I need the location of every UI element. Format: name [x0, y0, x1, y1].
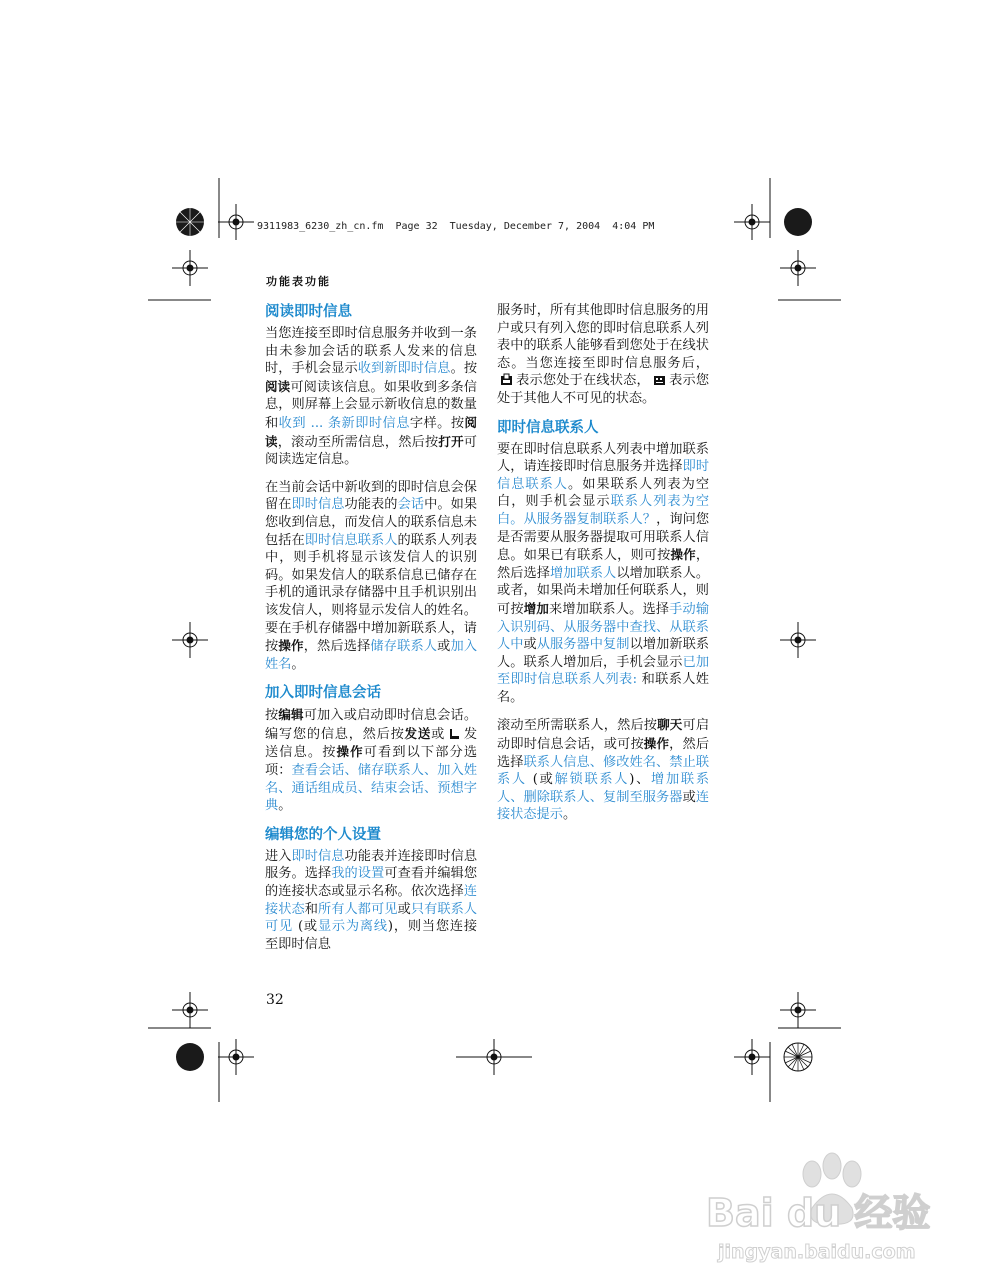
section-label: 功能表功能 [266, 275, 331, 288]
right-column [497, 302, 709, 834]
paragraph-settings-continued: 服务时，所有其他即时信息服务的用户或只有列入您的即时信息联系人列表中的联系人能够看到您处于在线状态。当您连接至即时信息服务后，表示您处于在线状态， 表示您处于其他人不可见的状态。 [497, 303, 710, 406]
target-bottom-center [456, 1039, 532, 1075]
target-top-left-a [218, 204, 254, 240]
starburst-top-right [784, 208, 812, 236]
paragraph-contacts-1: 要在即时信息联系人列表中增加联系人，请连接即时信息服务并选择即时信息联系人。如果联系人列表为空白，则手机会显示联系人列表为空白。从服务器复制联系人？，询问您是否需要从服务器提取可用联系人信息。如果已有联系人，则可按操作，然后选择增加联系人以增加联系人。或者，如果尚未增加任何联系人，则可按增加来增加联系人。选择手动输入识别码、从服务器中查找、从联系人中或从服务器中复制以增加新联系人。联系人增加后，手机会显示已加至即时信息联系人列表: 和联系人姓名。 [497, 441, 710, 705]
heading-join-session: 加入即时信息会话 [265, 685, 381, 702]
target-top-right-a [734, 204, 770, 240]
starburst-top-left-overlay [176, 208, 204, 236]
target-mid-right [780, 622, 816, 658]
online-status-icon [500, 373, 513, 386]
target-bottom-left-b [172, 992, 208, 1028]
heading-im-contacts: 即时信息联系人 [497, 419, 599, 436]
target-bottom-left-a [218, 1039, 254, 1075]
left-column [265, 302, 477, 963]
paragraph-read-1: 当您连接至即时信息服务并收到一条由未参加会话的联系人发来的信息时，手机会显示收到新即时信息。按阅读可阅读该信息。如果收到多条信息，则屏幕上会显示新收信息的数量和收到 ... 条新即时信息字样。按阅读，滚动至所需信息，然后按打开可阅读选定信息。 [265, 326, 478, 468]
target-top-left-b [172, 250, 208, 286]
paragraph-join: 按编辑可加入或启动即时信息会话。编写您的信息，然后按发送或 发送信息。按操作可看到以下部分选项：查看会话、储存联系人、加入姓名、通话组成员、结束会话、预想字典。 [265, 707, 478, 814]
invisible-status-icon [653, 373, 666, 386]
heading-personal-settings: 编辑您的个人设置 [265, 826, 381, 843]
target-bottom-right-b [780, 992, 816, 1028]
file-info-line: 9311983_6230_zh_cn.fm Page 32 Tuesday, December 7, 2004 4:04 PM [257, 221, 655, 232]
heading-read-im: 阅读即时信息 [265, 304, 352, 320]
paragraph-settings: 进入即时信息功能表并连接即时信息服务。选择我的设置可查看并编辑您的连接状态或显示名称。依次选择连接状态和所有人都可见或只有联系人可见 (或显示为离线)，则当您连接至即时信息 [265, 848, 478, 952]
starburst-bottom-left [176, 1043, 204, 1071]
watermark-url: jingyan.baidu.com [718, 1241, 916, 1263]
paragraph-contacts-2: 滚动至所需联系人，然后按聊天可启动即时信息会话，或可按操作，然后选择联系人信息、修改姓名、禁止联系人 (或解锁联系人)、增加联系人、删除联系人、复制至服务器或连接状态提示。 [497, 717, 710, 823]
watermark-brand: Bai du 经验 [706, 1191, 931, 1235]
target-mid-left [172, 622, 208, 658]
target-bottom-right-a [734, 1039, 770, 1075]
baidu-jingyan-watermark [700, 1130, 940, 1270]
call-key-icon [448, 728, 460, 740]
page-number: 32 [266, 992, 284, 1008]
starburst-bottom-right [784, 1043, 812, 1071]
target-top-right-b [780, 250, 816, 286]
paragraph-read-2: 在当前会话中新收到的即时信息会保留在即时信息功能表的会话中。如果您收到信息，而发信人的联系信息未包括在即时信息联系人的联系人列表中，则手机将显示该发信人的识别码。如果发信人的联系信息已储存在手机的通讯录存储器中且手机识别出该发信人，则将显示发信人的姓名。要在手机存储器中增加新联系人，请按操作，然后选择储存联系人或加入姓名。 [265, 479, 478, 672]
